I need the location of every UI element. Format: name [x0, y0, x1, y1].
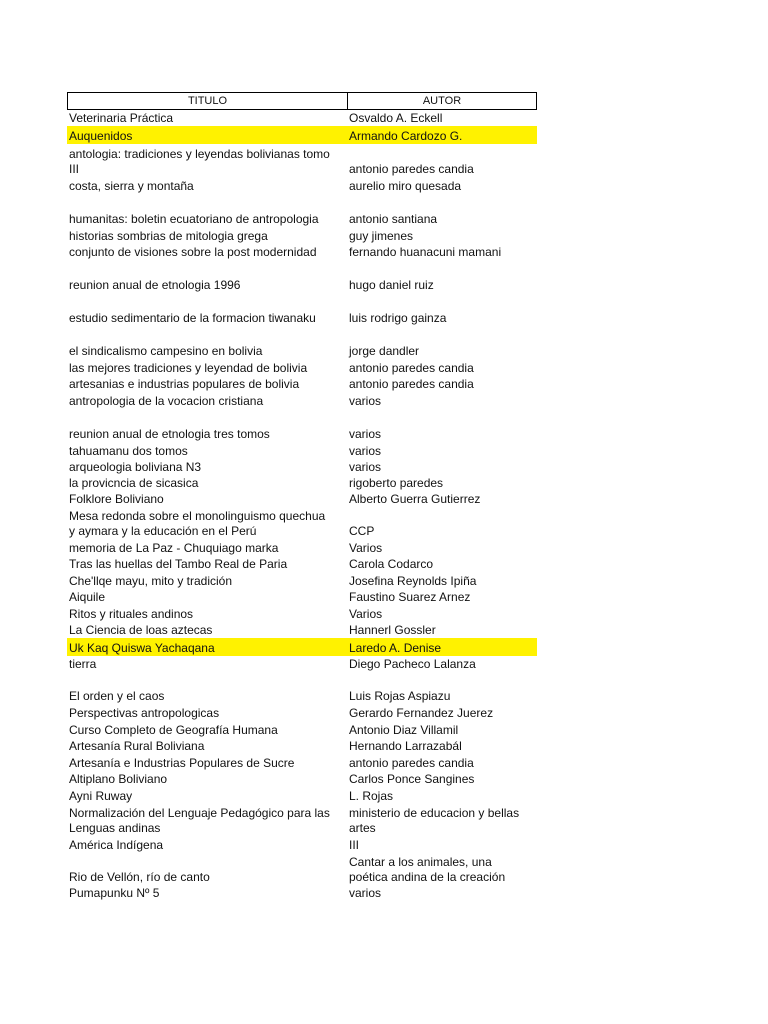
- title-text: estudio sedimentario de la formacion tiwanaku: [69, 311, 316, 325]
- title-text: Mesa redonda sobre el monolinguismo quechua: [69, 509, 326, 523]
- author-text: antonio santiana: [349, 212, 438, 226]
- title-text: Aiquile: [69, 590, 106, 604]
- title-cell[interactable]: [67, 177, 347, 194]
- title-text: Lenguas andinas: [69, 821, 161, 835]
- author-cell[interactable]: [347, 885, 537, 901]
- title-text: Normalización del Lenguaje Pedagógico para las: [69, 806, 330, 820]
- author-text: aurelio miro quesada: [349, 179, 462, 193]
- author-text: antonio paredes candia: [349, 162, 474, 176]
- column-header-titulo[interactable]: TITULO: [68, 93, 348, 109]
- title-text: tierra: [69, 657, 97, 671]
- title-cell[interactable]: [67, 144, 347, 177]
- table-row[interactable]: [67, 392, 537, 409]
- author-cell[interactable]: [347, 227, 537, 244]
- author-text: antonio paredes candia: [349, 377, 474, 391]
- author-cell[interactable]: [347, 556, 537, 572]
- table-row[interactable]: [67, 836, 537, 853]
- table-row[interactable]: [67, 787, 537, 804]
- table-row[interactable]: [67, 227, 537, 244]
- author-text: Armando Cardozo G.: [349, 129, 463, 143]
- author-text: Josefina Reynolds Ipiña: [349, 574, 477, 588]
- author-cell[interactable]: [347, 572, 537, 589]
- author-cell[interactable]: [347, 605, 537, 622]
- author-text: Varios: [349, 607, 383, 621]
- title-text: historias sombrias de mitologia grega: [69, 229, 268, 243]
- title-text: reunion anual de etnologia 1996: [69, 278, 241, 292]
- title-cell[interactable]: [67, 539, 347, 556]
- author-text: Cantar a los animales, una: [349, 855, 492, 869]
- title-cell[interactable]: [67, 836, 347, 853]
- title-cell[interactable]: [67, 227, 347, 244]
- title-text: Ritos y rituales andinos: [69, 607, 194, 621]
- author-text: guy jimenes: [349, 229, 414, 243]
- title-text: Curso Completo de Geografía Humana: [69, 723, 278, 737]
- title-cell[interactable]: [67, 459, 347, 475]
- table-row[interactable]: [67, 409, 537, 442]
- author-text: Carola Codarco: [349, 557, 434, 571]
- table-row[interactable]: [67, 491, 537, 507]
- title-text: Folklore Boliviano: [69, 492, 164, 506]
- table-row[interactable]: [67, 177, 537, 194]
- table-row[interactable]: [67, 110, 537, 126]
- author-text: Varios: [349, 541, 383, 555]
- table-row[interactable]: [67, 738, 537, 754]
- table-row[interactable]: [67, 359, 537, 376]
- table-row[interactable]: [67, 754, 537, 771]
- author-text: jorge dandler: [349, 344, 420, 358]
- table-row[interactable]: [67, 804, 537, 836]
- table-row-highlighted[interactable]: [67, 126, 537, 144]
- table-row[interactable]: [67, 556, 537, 572]
- author-cell[interactable]: [347, 738, 537, 754]
- title-text: costa, sierra y montaña: [69, 179, 194, 193]
- title-cell[interactable]: [67, 853, 347, 885]
- title-text: Rio de Vellón, río de canto: [69, 870, 210, 884]
- table-row[interactable]: [67, 656, 537, 672]
- author-cell[interactable]: [347, 126, 537, 144]
- table-row[interactable]: [67, 605, 537, 622]
- author-cell[interactable]: [347, 507, 537, 539]
- title-cell[interactable]: [67, 491, 347, 507]
- table-row[interactable]: [67, 194, 537, 210]
- title-cell[interactable]: [67, 804, 347, 836]
- author-text: ministerio de educacion y bellas: [349, 806, 520, 820]
- author-cell[interactable]: [347, 539, 537, 556]
- title-text: Tras las huellas del Tambo Real de Paria: [69, 557, 288, 571]
- title-cell[interactable]: [67, 656, 347, 672]
- author-cell[interactable]: [347, 771, 537, 787]
- author-text: poética andina de la creación: [349, 870, 506, 884]
- title-cell[interactable]: [67, 126, 347, 144]
- table-row[interactable]: [67, 539, 537, 556]
- author-text: antonio paredes candia: [349, 756, 474, 770]
- title-text: Altiplano Boliviano: [69, 772, 168, 786]
- author-cell[interactable]: [347, 622, 537, 638]
- title-text: reunion anual de etnologia tres tomos: [69, 427, 270, 441]
- author-cell[interactable]: [347, 491, 537, 507]
- table-row[interactable]: [67, 721, 537, 738]
- title-cell[interactable]: [67, 210, 347, 227]
- title-cell[interactable]: [67, 738, 347, 754]
- author-cell[interactable]: [347, 409, 537, 442]
- table-row[interactable]: [67, 885, 537, 901]
- title-text: arqueologia boliviana N3: [69, 460, 202, 474]
- table-row[interactable]: [67, 622, 537, 638]
- author-cell[interactable]: [347, 754, 537, 771]
- title-text: El orden y el caos: [69, 689, 165, 703]
- title-cell[interactable]: [67, 194, 347, 210]
- author-cell[interactable]: [347, 359, 537, 376]
- author-cell[interactable]: [347, 475, 537, 491]
- title-cell[interactable]: [67, 885, 347, 901]
- author-text: Osvaldo A. Eckell: [349, 111, 443, 125]
- author-text: Faustino Suarez Arnez: [349, 590, 471, 604]
- author-cell[interactable]: [347, 459, 537, 475]
- title-cell[interactable]: [67, 507, 347, 539]
- title-text: la provicncia de sicasica: [69, 476, 199, 490]
- author-text: varios: [349, 886, 382, 900]
- author-cell[interactable]: [347, 656, 537, 672]
- title-cell[interactable]: [67, 771, 347, 787]
- author-cell[interactable]: [347, 638, 537, 656]
- column-header-autor[interactable]: AUTOR: [422, 95, 462, 107]
- table-row[interactable]: [67, 771, 537, 787]
- author-cell[interactable]: [347, 836, 537, 853]
- title-cell[interactable]: [67, 475, 347, 491]
- author-text: Hannerl Gossler: [349, 623, 436, 637]
- title-text: Che'llqe mayu, mito y tradición: [69, 574, 233, 588]
- table-row[interactable]: [67, 144, 537, 177]
- author-cell[interactable]: [347, 392, 537, 409]
- table-row[interactable]: [67, 475, 537, 491]
- title-cell[interactable]: [67, 326, 347, 359]
- author-text: Carlos Ponce Sangines: [349, 772, 475, 786]
- title-text: las mejores tradiciones y leyendad de bolivia: [69, 361, 308, 375]
- author-cell[interactable]: [347, 326, 537, 359]
- title-text: conjunto de visiones sobre la post modernidad: [69, 245, 317, 259]
- title-text: tahuamanu dos tomos: [69, 444, 188, 458]
- title-cell[interactable]: [67, 605, 347, 622]
- title-text: Artesanía e Industrias Populares de Sucre: [69, 756, 295, 770]
- title-cell[interactable]: [67, 359, 347, 376]
- author-text: varios: [349, 444, 382, 458]
- title-text: Veterinaria Práctica: [69, 111, 174, 125]
- spreadsheet-table: [67, 92, 537, 901]
- title-text: y aymara y la educación en el Perú: [69, 524, 257, 538]
- author-text: rigoberto paredes: [349, 476, 444, 490]
- author-text: hugo daniel ruiz: [349, 278, 434, 292]
- title-text: La Ciencia de loas aztecas: [69, 623, 213, 637]
- author-text: Laredo A. Denise: [349, 641, 442, 655]
- author-cell[interactable]: [347, 293, 537, 326]
- title-text: artesanias e industrias populares de bolivia: [69, 377, 300, 391]
- title-cell[interactable]: [67, 556, 347, 572]
- author-cell[interactable]: [347, 804, 537, 836]
- author-text: Alberto Guerra Gutierrez: [349, 492, 481, 506]
- author-cell[interactable]: [347, 787, 537, 804]
- title-cell[interactable]: [67, 622, 347, 638]
- author-cell[interactable]: [347, 144, 537, 177]
- table-body: [67, 110, 537, 901]
- title-cell[interactable]: [67, 293, 347, 326]
- author-text: antonio paredes candia: [349, 361, 474, 375]
- title-text: Artesanía Rural Boliviana: [69, 739, 205, 753]
- author-cell[interactable]: [347, 853, 537, 885]
- title-cell[interactable]: [67, 589, 347, 605]
- title-cell[interactable]: [67, 260, 347, 293]
- author-cell[interactable]: [347, 704, 537, 721]
- title-cell[interactable]: [67, 376, 347, 392]
- table-row[interactable]: [67, 572, 537, 589]
- table-row[interactable]: [67, 293, 537, 326]
- table-row[interactable]: [67, 260, 537, 293]
- table-row-highlighted[interactable]: [67, 638, 537, 656]
- title-text: humanitas: boletin ecuatoriano de antropologia: [69, 212, 319, 226]
- author-text: varios: [349, 427, 382, 441]
- title-text: antropologia de la vocacion cristiana: [69, 394, 264, 408]
- title-text: antologia: tradiciones y leyendas bolivianas tomo: [69, 147, 330, 161]
- table-row[interactable]: [67, 589, 537, 605]
- author-text: varios: [349, 394, 382, 408]
- author-text: fernando huanacuni mamani: [349, 245, 502, 259]
- table-row[interactable]: [67, 210, 537, 227]
- title-text: Perspectivas antropologicas: [69, 706, 220, 720]
- author-cell[interactable]: [347, 177, 537, 194]
- author-cell[interactable]: [347, 244, 537, 260]
- author-cell[interactable]: [347, 376, 537, 392]
- title-cell[interactable]: [67, 409, 347, 442]
- title-text: Auquenidos: [69, 129, 133, 143]
- author-cell[interactable]: [347, 260, 537, 293]
- title-cell[interactable]: [67, 638, 347, 656]
- title-text: Pumapunku Nº 5: [69, 886, 160, 900]
- author-text: Gerardo Fernandez Juerez: [349, 706, 494, 720]
- author-text: luis rodrigo gainza: [349, 311, 447, 325]
- title-cell[interactable]: [67, 392, 347, 409]
- title-text: Uk Kaq Quiswa Yachaqana: [69, 641, 215, 655]
- author-text: Diego Pacheco Lalanza: [349, 657, 476, 671]
- author-text: Hernando Larrazabál: [349, 739, 462, 753]
- author-cell[interactable]: [347, 721, 537, 738]
- title-cell[interactable]: [67, 110, 347, 126]
- title-cell[interactable]: [67, 721, 347, 738]
- table-row[interactable]: [67, 459, 537, 475]
- header-row: [67, 92, 537, 110]
- table-row[interactable]: [67, 853, 537, 885]
- table-row[interactable]: [67, 376, 537, 392]
- title-text: memoria de La Paz - Chuquiago marka: [69, 541, 279, 555]
- title-text: III: [69, 162, 80, 176]
- author-cell[interactable]: [347, 210, 537, 227]
- table-row[interactable]: [67, 326, 537, 359]
- author-cell[interactable]: [347, 672, 537, 704]
- title-cell[interactable]: [67, 244, 347, 260]
- table-row[interactable]: [67, 507, 537, 539]
- author-text: Antonio Diaz Villamil: [349, 723, 459, 737]
- table-row[interactable]: [67, 672, 537, 704]
- author-text: Luis Rojas Aspiazu: [349, 689, 451, 703]
- title-cell[interactable]: [67, 442, 347, 459]
- table-row[interactable]: [67, 244, 537, 260]
- title-cell[interactable]: [67, 754, 347, 771]
- title-cell[interactable]: [67, 572, 347, 589]
- table-row[interactable]: [67, 442, 537, 459]
- title-text: el sindicalismo campesino en bolivia: [69, 344, 263, 358]
- table-row[interactable]: [67, 704, 537, 721]
- author-text: L. Rojas: [349, 789, 394, 803]
- author-text: CCP: [349, 524, 375, 538]
- title-cell[interactable]: [67, 672, 347, 704]
- title-cell[interactable]: [67, 704, 347, 721]
- title-text: Ayni Ruway: [69, 789, 133, 803]
- author-text: varios: [349, 460, 382, 474]
- author-text: artes: [349, 821, 376, 835]
- title-cell[interactable]: [67, 787, 347, 804]
- author-cell[interactable]: [347, 589, 537, 605]
- title-text: América Indígena: [69, 838, 164, 852]
- author-cell[interactable]: [347, 194, 537, 210]
- author-cell[interactable]: [347, 110, 537, 126]
- author-cell[interactable]: [347, 442, 537, 459]
- author-text: III: [349, 838, 360, 852]
